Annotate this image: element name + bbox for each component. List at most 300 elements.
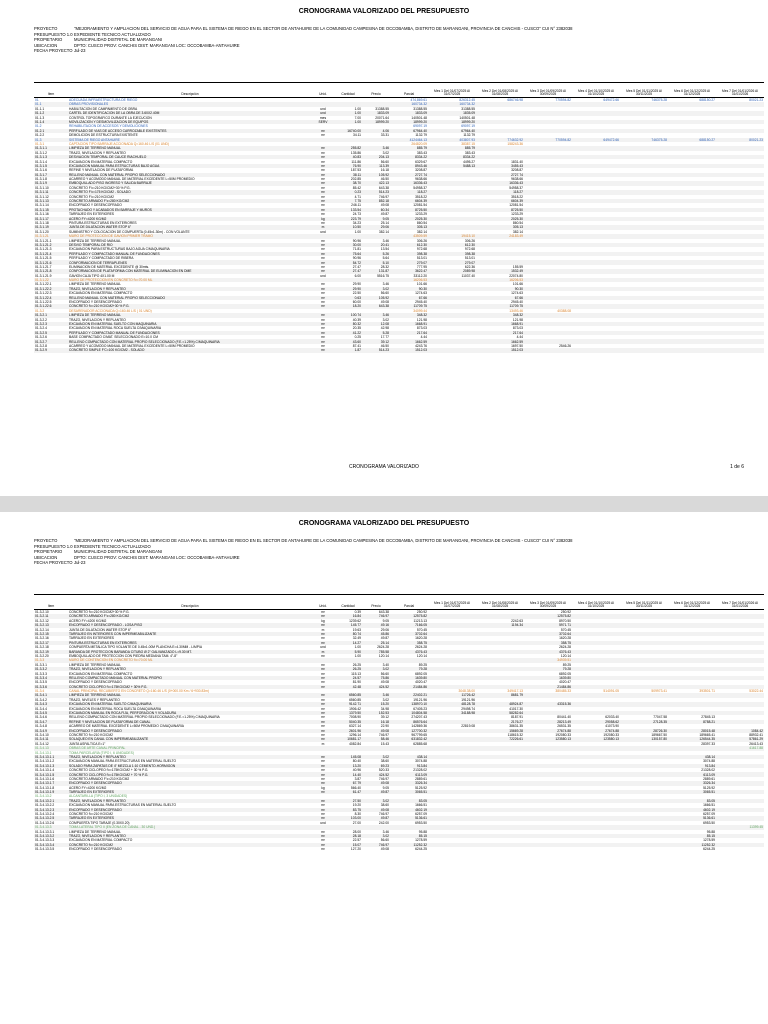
- cell-value: m²: [312, 764, 334, 768]
- cell-value: 3065.51: [668, 790, 716, 794]
- item-code: 01.3.1.16: [35, 212, 49, 217]
- cell-value: 101.66: [416, 282, 427, 287]
- item-description: ENCOFRADO Y DESENCOFRADO: [69, 300, 122, 305]
- header-value: EXPEDIENTE TECNICO ACTUALIZADO: [74, 543, 151, 549]
- cell-value: 1662.59: [476, 339, 524, 343]
- header-value: Jul-23: [74, 48, 86, 54]
- item-code: 01.3.4.13.1.9: [34, 790, 68, 794]
- cell-value: m²: [321, 653, 325, 658]
- cell-value: m²: [321, 168, 325, 173]
- item-code: 01.3.1.18: [35, 220, 49, 225]
- item-description: TRAZO, NIVELACION Y REPLANTEO: [68, 834, 312, 838]
- document-page-2: [0, 512, 768, 1008]
- cell-value: 4.06: [362, 129, 390, 133]
- cell-value: 90.30: [476, 287, 524, 291]
- cell-value: 5.90: [334, 650, 362, 654]
- cell-value: 67.79: [334, 781, 362, 785]
- item-code: 01.3.2.8: [35, 343, 47, 348]
- cell-value: 104804.58: [390, 711, 428, 715]
- cell-value: 14.40: [334, 772, 362, 776]
- item-description: BARANDA DE PROTECCION BARANDA C/TUBO Ø 2" GALVANIZADO L=9.30 MT.: [68, 650, 312, 654]
- cell-value: 5971.71: [524, 623, 572, 627]
- item-description: PROTACHADO Y ACABADOS EN BARRAJE Y MUROS: [68, 208, 312, 212]
- cell-value: 746.97: [362, 614, 390, 618]
- cell-value: m²: [321, 238, 325, 243]
- item-description: ACERO FY=4200 KG/M2: [68, 217, 312, 221]
- column-header: Mes 7 Del 01/01/2026 Al 31/01/2026: [716, 83, 764, 98]
- cell-value: m²: [312, 287, 334, 291]
- cell-value: 42.98: [380, 326, 389, 331]
- cell-value: 7166.05: [390, 623, 428, 627]
- cell-value: 80.32: [334, 322, 362, 326]
- cell-value: [572, 847, 620, 851]
- item-description: TARRAJEO EN EXTERIORES: [69, 212, 115, 217]
- cell-value: 11709.75: [476, 304, 524, 308]
- cell-value: 10681.17: [334, 737, 362, 741]
- item-description: ENCOFRADO Y DESENCOFRADO: [68, 808, 312, 812]
- cell-value: 90.96: [352, 238, 361, 243]
- item-code: 01.3.4.13.1.8: [35, 785, 55, 790]
- cell-value: 29.90: [352, 282, 361, 287]
- cell-value: 80.40: [352, 759, 361, 764]
- cell-value: m³: [312, 843, 334, 847]
- cell-value: 120.14: [378, 653, 389, 658]
- cell-value: m³: [312, 614, 334, 618]
- item-description: CARTEL DE IDENTIFICACION DE LA OBRA DE 3.60X2.40M: [68, 111, 312, 115]
- cell-value: 158243.36: [507, 141, 523, 146]
- item-description: EXCAVACION EN MATERIAL COMPACTO: [69, 671, 133, 676]
- cell-value: 16206.53: [390, 278, 428, 282]
- cell-value: 121.98: [416, 317, 427, 322]
- item-code: 01.3.1.10: [35, 185, 49, 190]
- cell-value: 438.14: [668, 755, 716, 759]
- header-line: [34, 48, 754, 54]
- cell-value: 89.25: [562, 662, 571, 667]
- cell-value: 192080.33: [555, 732, 571, 737]
- item-description: EXCAVACION MANUAL PARA ESTRUCTURAS EN MATERIAL SUELTO: [69, 759, 177, 764]
- cell-value: SERV: [312, 120, 334, 124]
- cell-value: 58282.64: [476, 711, 524, 715]
- cell-value: 54958.37: [413, 185, 427, 190]
- cell-value: 38.70: [334, 181, 362, 185]
- cell-value: 520.33: [378, 768, 389, 773]
- cell-value: 62885.68: [413, 741, 427, 746]
- cell-value: 53022.44: [749, 689, 763, 694]
- cell-value: 358.75: [390, 641, 428, 645]
- cell-value: 49.16: [362, 623, 390, 627]
- item-description: EXCAVACION MANUAL EN ROCA FIJA, PERFORACION Y VOLADURA: [68, 711, 312, 715]
- header-key: PROPIETARIO: [34, 37, 63, 43]
- cell-value: 514.23: [362, 348, 390, 352]
- cell-value: 12.08: [362, 322, 390, 326]
- item-description: RELLENO COMPACTADO CON MATERIAL PROPIO SELECCIONADO (F.E.=1.25%) C/MAQUINARIA: [69, 715, 220, 720]
- cell-value: 8788.21: [668, 720, 716, 724]
- cell-value: 71.81: [352, 247, 361, 252]
- cell-value: 305.13: [390, 225, 428, 229]
- cell-value: m³: [312, 199, 334, 203]
- cell-value: 6113.09: [390, 772, 428, 776]
- cell-value: 4.44: [516, 335, 523, 340]
- cell-value: m: [312, 650, 334, 654]
- cell-value: 3326.34: [390, 781, 428, 785]
- item-code: 01.3: [34, 138, 68, 142]
- item-code: 01.3.1.22: [34, 278, 68, 282]
- cell-value: 967799.65: [411, 732, 427, 737]
- header-value: DPTO: CUSCO PROV: CANCHIS DIST: MARANGANI LOC: OCCOBAMBA-ANTAHUIRE: [74, 42, 240, 48]
- cell-value: 12575.82: [524, 614, 572, 618]
- cell-value: 6892.05: [415, 671, 427, 676]
- cell-value: 34939.51: [524, 658, 572, 662]
- item-description: ENCOFRADO Y DESENCOFRADO: [69, 680, 122, 685]
- cell-value: 612.30: [428, 243, 476, 247]
- item-code: 01.3.4.13.1.5: [34, 772, 68, 776]
- project-header: [34, 538, 754, 566]
- cell-value: 38.11: [334, 173, 362, 177]
- cell-value: 6329.67: [415, 159, 427, 164]
- cell-value: 1.00: [354, 653, 361, 658]
- cell-value: 77047.58: [653, 715, 667, 720]
- cell-value: 15.20: [362, 702, 390, 706]
- cell-value: 382.14: [416, 229, 427, 234]
- item-description: CONCRETO f'c=210 KG/CM2+30 % P.G.: [69, 610, 130, 615]
- cell-value: 688150.27: [699, 98, 715, 103]
- cell-value: 38.60: [380, 759, 389, 764]
- cell-value: 69097.19: [461, 124, 475, 129]
- cell-value: 31388.55: [375, 106, 389, 111]
- cell-value: 189667.50: [651, 732, 667, 737]
- cell-value: m²: [312, 146, 334, 150]
- header-key: PRESUPUESTO 1.0: [34, 31, 73, 37]
- cell-value: 126544.35: [668, 737, 716, 741]
- cell-value: m³: [312, 322, 334, 326]
- cell-value: m³: [312, 164, 334, 168]
- cell-value: 85.42: [352, 185, 361, 190]
- cell-value: [524, 348, 572, 352]
- item-description: OBRAS PROVISIONALES: [68, 102, 312, 106]
- cell-value: 40.83: [334, 155, 362, 159]
- column-header: Mes 1 Del 01/07/2025 Al 31/07/2025: [428, 595, 476, 610]
- cell-value: 3.02: [362, 755, 390, 759]
- item-code: 01.3.1.5: [34, 164, 68, 168]
- item-description: HABILITACION DE CAMPAMENTO DE OBRA: [69, 106, 138, 111]
- cell-value: 111.86: [351, 159, 361, 164]
- cell-value: m³: [321, 715, 325, 720]
- cell-value: 1906.42: [349, 706, 361, 711]
- cell-value: 349417.13: [507, 689, 523, 694]
- cell-value: m³: [321, 185, 325, 190]
- cell-value: 8970.50: [559, 618, 571, 623]
- cell-value: 22402.21: [390, 693, 428, 697]
- cell-value: 24.57: [334, 676, 362, 680]
- cell-value: 0.23: [334, 190, 362, 194]
- cell-value: m²: [312, 755, 334, 759]
- item-description: LIMPIEZA DE TERRENO MANUAL: [68, 693, 312, 697]
- cell-value: und: [320, 820, 326, 825]
- cell-value: 8187.91: [511, 715, 523, 720]
- cell-value: 49.08: [380, 300, 389, 305]
- cell-value: 48924.87: [476, 702, 524, 706]
- item-description: RELLENO MANUAL CON MATERIAL PROPIO SELECCIONADO: [68, 173, 312, 177]
- page-separator: [0, 496, 768, 512]
- cell-value: 160734.32: [390, 102, 428, 106]
- cell-value: 49.87: [380, 212, 389, 217]
- cell-value: 118.27: [390, 190, 428, 194]
- item-code: 01.1.2: [34, 111, 68, 115]
- cell-value: 15669.28: [476, 729, 524, 733]
- column-header: Precio: [362, 595, 390, 610]
- cell-value: 49.08: [380, 203, 389, 208]
- cell-value: 250.92: [416, 610, 427, 615]
- cell-value: 79.28: [524, 667, 572, 671]
- cell-value: 3.02: [382, 697, 389, 702]
- schedule-table: [34, 82, 764, 353]
- cell-value: 2176.27: [476, 720, 524, 724]
- cell-value: 3702.64: [390, 632, 428, 636]
- cell-value: 8334.22: [428, 155, 476, 159]
- cell-value: 80021.23: [716, 138, 764, 142]
- cell-value: 87.41: [352, 343, 361, 348]
- cell-value: 1274.63: [415, 291, 427, 296]
- cell-value: m²: [312, 129, 334, 133]
- cell-value: m³: [312, 181, 334, 185]
- item-code: 01.3.2.19: [34, 650, 68, 654]
- schedule-table: [34, 594, 764, 851]
- cell-value: 6257.09: [415, 812, 427, 817]
- cell-value: m³: [312, 296, 334, 300]
- cell-value: 69.23: [362, 764, 390, 768]
- item-code: 01.3.4.13.2.4: [35, 812, 55, 817]
- item-description: BASE COMPACTADO C/MAT. SELECCIONADO E=10.0 CM: [69, 335, 158, 340]
- cell-value: 56.60: [380, 291, 389, 296]
- cell-value: 27.50: [334, 799, 362, 803]
- cell-value: 81.90: [352, 680, 361, 685]
- cell-value: 383.43: [416, 150, 427, 155]
- cell-value: 16.84: [334, 614, 362, 618]
- cell-value: 11726.42: [428, 693, 476, 697]
- cell-value: m²: [321, 300, 325, 305]
- cell-value: m³: [312, 155, 334, 159]
- cell-value: 3074.88: [415, 759, 427, 764]
- cell-value: m³: [321, 610, 325, 615]
- cell-value: 49.08: [362, 808, 390, 812]
- item-code: 01.3.4.13.1.6: [35, 776, 55, 781]
- item-code: 01.3.1.22.4: [34, 296, 68, 300]
- cell-value: 6560.85: [349, 697, 361, 702]
- cell-value: [524, 847, 572, 851]
- cell-value: m²: [312, 632, 334, 636]
- cell-value: 88932.41: [749, 732, 763, 737]
- cell-value: 474,869.61: [410, 98, 427, 103]
- cell-value: 514.23: [362, 190, 390, 194]
- item-code: 01.3.1.21.5: [35, 256, 52, 261]
- item-code: 01.3.2.4: [35, 326, 47, 331]
- item-code: 01.3.1.22.6: [34, 304, 68, 308]
- cell-value: 24.73: [352, 212, 361, 217]
- column-header: Parcial: [390, 595, 428, 610]
- cell-value: m³: [321, 812, 325, 817]
- cell-value: 0.25: [354, 335, 361, 340]
- item-code: 01.3.1.21: [34, 234, 68, 238]
- item-description: MURO DE CONTENCION EN CONCRETO f'c=70.00 ML: [68, 658, 312, 662]
- cell-value: m²: [312, 313, 334, 317]
- item-description: ENCOFRADO Y DESENCOFRADO: [68, 729, 312, 733]
- cell-value: 21328.02: [413, 768, 427, 773]
- item-description: SOLADO PARA ZAPATAS DE 4" MEZCLA 1:10 CEMENTO-HORMIGON: [68, 764, 312, 768]
- cell-value: 49.87: [362, 790, 390, 794]
- cell-value: 223.79: [334, 217, 362, 221]
- cell-value: 3.02: [362, 667, 390, 671]
- column-header: Mes 6 Del 01/12/2025 Al 31/12/2025: [668, 83, 716, 98]
- item-description: REFINE Y NIVELACION DE PLATAFORMA DE CANAL: [68, 720, 312, 724]
- cell-value: 746.97: [378, 194, 389, 199]
- cell-value: 688150.27: [668, 138, 716, 142]
- cell-value: 403807.93: [428, 138, 476, 142]
- cell-value: 1532.49: [476, 269, 524, 273]
- item-code: 01.3.2.7: [34, 339, 68, 343]
- item-code: 01.3.1.22.2: [34, 287, 68, 291]
- cell-value: 3702.64: [524, 632, 572, 636]
- cell-value: 41073.90: [605, 724, 619, 729]
- item-description: ENCOFRADO Y DESENCOFRADO: [69, 847, 122, 852]
- item-code: 01.2: [35, 124, 42, 129]
- cell-value: 5488.13: [428, 164, 476, 168]
- cell-value: 27674.88: [572, 729, 620, 733]
- cell-value: 11037.40: [461, 273, 475, 278]
- cell-value: 1668.91: [476, 322, 524, 326]
- cell-value: 3455.43: [476, 164, 524, 168]
- cell-value: 2624.28: [415, 645, 427, 650]
- item-description: TRAZO, NIVELACION Y REPLANTEO: [69, 150, 126, 155]
- cell-value: 348.32: [476, 313, 524, 317]
- column-header: Parcial: [390, 83, 428, 98]
- item-code: 01.3.2.16: [35, 636, 49, 641]
- cell-value: kg: [321, 785, 325, 790]
- item-code: 01.3.1.3: [34, 155, 68, 159]
- cell-value: 29.06: [362, 225, 390, 229]
- cell-value: 28.32: [380, 264, 389, 269]
- cell-value: 67.66: [476, 296, 524, 300]
- cell-value: 100.74: [334, 313, 362, 317]
- item-description: JUNTA ASFALTICA E=1": [69, 741, 106, 746]
- cell-value: 28397.33: [701, 741, 715, 746]
- cell-value: 382.14: [378, 229, 389, 234]
- cell-value: 6953.50: [703, 820, 715, 825]
- item-code: 01.3.4.13: [34, 746, 68, 750]
- cell-value: 11399.45: [716, 825, 764, 829]
- item-description: TARRAJEO EN EXTERIORES: [69, 636, 115, 641]
- cell-value: m³: [312, 260, 334, 264]
- cell-value: 90.30: [390, 287, 428, 291]
- item-code: 01.3.1.14: [35, 203, 49, 208]
- cell-value: 27674.88: [524, 729, 572, 733]
- cell-value: 6257.09: [703, 812, 715, 817]
- cell-value: und: [320, 645, 326, 650]
- item-code: 01.3.4.9: [34, 729, 68, 733]
- item-description: PERFILADO DE VIAS DE ACCESO CARROZABLE EXISTENTES: [68, 129, 312, 133]
- cell-value: 2546.26: [559, 343, 571, 348]
- cell-value: 19415.10: [428, 234, 476, 238]
- cell-value: 1296.14: [349, 732, 361, 737]
- cell-value: 279.07: [428, 260, 476, 264]
- cell-value: 135.86: [350, 150, 361, 155]
- item-code: 01.3.2.11: [34, 614, 68, 618]
- cell-value: 79.28: [390, 667, 428, 671]
- cell-value: 1.00: [334, 111, 362, 115]
- item-code: 01.3.4.1: [34, 693, 68, 697]
- column-header: Mes 6 Del 01/12/2025 Al 31/12/2025: [668, 595, 716, 610]
- item-code: 01.3.2.13: [34, 623, 68, 627]
- item-description: CONFORMACION DE TERRAPLENES: [68, 260, 312, 264]
- cell-value: 49.08: [362, 729, 390, 733]
- cell-value: 16206.53: [476, 278, 524, 282]
- cell-value: m²: [321, 256, 325, 261]
- item-description: CONCRETO f'c=210 KG/CM2+30 % P.G.: [68, 304, 312, 308]
- cell-value: 1833.09: [390, 111, 428, 115]
- cell-value: 1239.62: [349, 618, 361, 623]
- cell-value: 746.97: [378, 812, 389, 817]
- cell-value: 140501.48: [411, 115, 427, 120]
- cell-value: m³: [321, 776, 325, 781]
- item-code: 01.3.1.11: [34, 190, 68, 194]
- item-description: EXCAVACION PARA ESTRUCTURAS BAJO AGUA C/MAQUINARIA: [69, 247, 170, 252]
- cell-value: 3074.88: [703, 759, 715, 764]
- cell-value: 29498.74: [461, 706, 475, 711]
- cell-value: 103.00: [334, 816, 362, 820]
- cell-value: 6560.85: [334, 693, 362, 697]
- cell-value: 885.79: [390, 146, 428, 150]
- item-description: LIMPIEZA DE TERRENO MANUAL: [69, 662, 121, 667]
- cell-value: 40388.08: [557, 308, 571, 313]
- cell-value: 8725.50: [390, 208, 428, 212]
- item-code: 01.3.3: [34, 658, 68, 662]
- cell-value: 61.47: [334, 790, 362, 794]
- cell-value: m²: [321, 697, 325, 702]
- item-description: EXCAVACION EN MATERIAL COMPACTO: [69, 291, 133, 296]
- cell-value: 18999.20: [428, 120, 476, 124]
- cell-value: 145.08: [334, 755, 362, 759]
- item-code: 01.3.4.13.1: [35, 750, 52, 755]
- item-description: CONCRETO F'c=175 KG/CM2 - SOLADO: [68, 190, 312, 194]
- item-description: RELLENO COMPACTADO MANUAL CON MATERIAL PROPIO: [68, 676, 312, 680]
- cell-value: 5.28: [362, 331, 390, 335]
- cell-value: 20071.64: [375, 115, 389, 120]
- cell-value: 54958.37: [509, 185, 523, 190]
- item-code: 01.1: [34, 102, 68, 106]
- header-value: "MEJORAMIENTO Y AMPLIACION DEL SERVICIO DE AGUA PARA EL SISTEMA DE RIEGO EN EL SECTOR DE ANTAHUIRE DE LA COMUNIDAD CAMPESINA DE OCCOBAMBA, DISTRITO DE MARANGANI, PROVINCIA DE CANCHIS - CUSCO" CUI N° 2382038: [74, 26, 573, 31]
- item-code: 01.3.1: [35, 141, 45, 146]
- item-code: 01.3.2.20: [35, 653, 49, 658]
- cell-value: 913.84: [390, 764, 428, 768]
- item-code: 01.3.1.1: [34, 146, 68, 150]
- cell-value: m³: [312, 243, 334, 247]
- cell-value: 770594.82: [555, 98, 571, 103]
- item-code: 01.3.4.13.1.2: [35, 759, 55, 764]
- item-description: ACARREO Y ACOMODO MANUAL DE MATERIAL EXCEDENTE L=50M PROMEDIO: [69, 177, 195, 182]
- column-header: Mes 4 Del 01/10/2025 Al 31/10/2025: [572, 83, 620, 98]
- cell-value: 250.92: [560, 610, 571, 615]
- cell-value: 7.75: [334, 199, 362, 203]
- cell-value: 187.53: [350, 168, 361, 173]
- cell-value: 105.92: [362, 296, 390, 300]
- cell-value: 643.38: [362, 304, 390, 308]
- item-code: 01.3.3.4: [34, 676, 68, 680]
- cell-value: 4.44: [420, 335, 427, 340]
- cell-value: 49.08: [380, 680, 389, 685]
- cell-value: 1512.03: [390, 348, 428, 352]
- cell-value: 1.00: [334, 120, 362, 124]
- item-code: 01.3.1.9: [34, 181, 68, 185]
- cell-value: 5125.92: [415, 785, 427, 790]
